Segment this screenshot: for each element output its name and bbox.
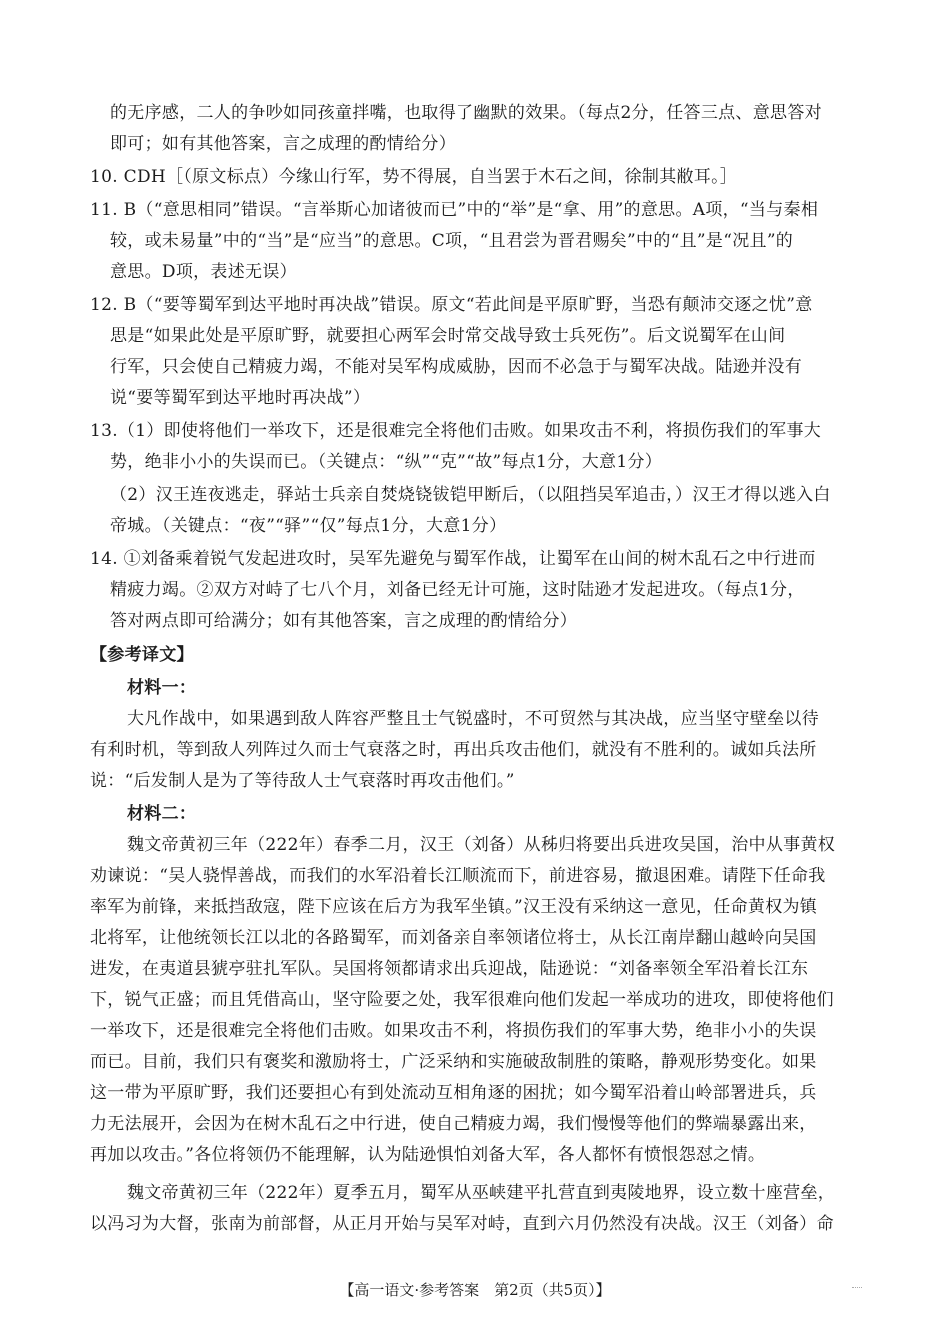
text-line: 进发，在夷道县猇亭驻扎军队。吴国将领都请求出兵迎战，陆逊说：“刘备率领全军沿着长江东 <box>90 959 809 979</box>
text-line: 行军，只会使自己精疲力竭，不能对吴军构成威胁，因而不必急于与蜀军决战。陆逊并没有 <box>110 357 802 377</box>
text-line: 思是“如果此处是平原旷野，就要担心两军会时常交战导致士兵死伤”。后文说蜀军在山间 <box>110 326 786 346</box>
text-line: 以冯习为大督，张南为前部督，从正月开始与吴军对峙，直到六月仍然没有决战。汉王（刘备）命 <box>90 1214 834 1234</box>
text-line: 10. CDH［（原文标点）今缘山行军，势不得展，自当罢于木石之间，徐制其敝耳。］ <box>90 167 738 187</box>
section-heading: 材料二： <box>127 804 197 824</box>
text-line: 有利时机，等到敌人列阵过久而士气衰落之时，再出兵攻击他们，就没有不胜利的。诚如兵法所 <box>90 740 817 760</box>
text-line: 12. B（“要等蜀军到达平地时再决战”错误。原文“若此间是平原旷野，当恐有颠沛交逐之忧”意 <box>90 295 813 315</box>
text-line: 这一带为平原旷野，我们还要担心有到处流动互相角逐的困扰；如今蜀军沿着山岭部署进兵，兵 <box>90 1083 817 1103</box>
text-line: 魏文帝黄初三年（222年）夏季五月，蜀军从巫峡建平扎营直到夷陵地界，设立数十座营垒， <box>127 1183 836 1203</box>
text-line: 帝城。（关键点：“夜”“驿”“仅”每点1分，大意1分） <box>110 516 507 536</box>
text-line: 魏文帝黄初三年（222年）春季二月，汉王（刘备）从秭归将要出兵进攻吴国，治中从事黄权 <box>127 835 836 855</box>
text-line: 答对两点即可给满分；如有其他答案，言之成理的酌情给分） <box>110 611 578 631</box>
text-line: 11. B（“意思相同”错误。“言举斯心加诸彼而已”中的“举”是“拿、用”的意思。A项，“当与秦相 <box>90 200 819 220</box>
text-line: 再加以攻击。”各位将领仍不能理解，认为陆逊惧怕刘备大军，各人都怀有愤恨怨怼之情。 <box>90 1145 766 1165</box>
text-line: 说“要等蜀军到达平地时再决战”） <box>110 388 371 408</box>
text-line: 14. ①刘备乘着锐气发起进攻时，吴军先避免与蜀军作战，让蜀军在山间的树木乱石之中行进而 <box>90 549 816 569</box>
footer-dot-mark <box>852 1287 862 1290</box>
text-line: （2）汉王连夜逃走，驿站士兵亲自焚烧铙钹铠甲断后，（以阻挡吴军追击，）汉王才得以逃入白 <box>110 485 831 505</box>
text-line: 即可；如有其他答案，言之成理的酌情给分） <box>110 134 456 154</box>
section-heading: 【参考译文】 <box>90 645 194 665</box>
text-line: 北将军，让他统领长江以北的各路蜀军，而刘备亲自率领诸位将士，从长江南岸翻山越岭向吴国 <box>90 928 817 948</box>
text-line: 而已。目前，我们只有褒奖和激励将士，广泛采纳和实施破敌制胜的策略，静观形势变化。如果 <box>90 1052 817 1072</box>
text-line: 率军为前锋，来抵挡敌寇，陛下应该在后方为我军坐镇。”汉王没有采纳这一意见，任命黄权为镇 <box>90 897 818 917</box>
text-line: 意思。D项，表述无误） <box>110 262 297 282</box>
page-footer: 【高一语文·参考答案 第2页（共5页）】 <box>339 1281 611 1299</box>
text-line: 精疲力竭。②双方对峙了七八个月，刘备已经无计可施，这时陆逊才发起进攻。（每点1分， <box>110 580 805 600</box>
section-heading: 材料一： <box>127 678 197 698</box>
text-line: 较，或未易量”中的“当”是“应当”的意思。C项，“且君尝为晋君赐矣”中的“且”是“况且”的 <box>110 231 794 251</box>
text-line: 的无序感，二人的争吵如同孩童拌嘴，也取得了幽默的效果。（每点2分，任答三点、意思答对 <box>110 103 822 123</box>
text-line: 下，锐气正盛；而且凭借高山，坚守险要之处，我军很难向他们发起一举成功的进攻，即使将他们 <box>90 990 834 1010</box>
text-line: 13.（1）即使将他们一举攻下，还是很难完全将他们击败。如果攻击不利，将损伤我们的军事大 <box>90 421 822 441</box>
text-line: 力无法展开，会因为在树木乱石之中行进，使自己精疲力竭，我们慢慢等他们的弊端暴露出来， <box>90 1114 817 1134</box>
text-line: 劝谏说：“吴人骁悍善战，而我们的水军沿着长江顺流而下，前进容易，撤退困难。请陛下任命我 <box>90 866 826 886</box>
text-line: 大凡作战中，如果遇到敌人阵容严整且士气锐盛时，不可贸然与其决战，应当坚守壁垒以待 <box>127 709 819 729</box>
text-line: 势，绝非小小的失误而已。（关键点：“纵”“克”“故”每点1分，大意1分） <box>110 452 663 472</box>
text-line: 一举攻下，还是很难完全将他们击败。如果攻击不利，将损伤我们的军事大势，绝非小小的失误 <box>90 1021 817 1041</box>
text-line: 说：“后发制人是为了等待敌人士气衰落时再攻击他们。” <box>90 771 515 791</box>
